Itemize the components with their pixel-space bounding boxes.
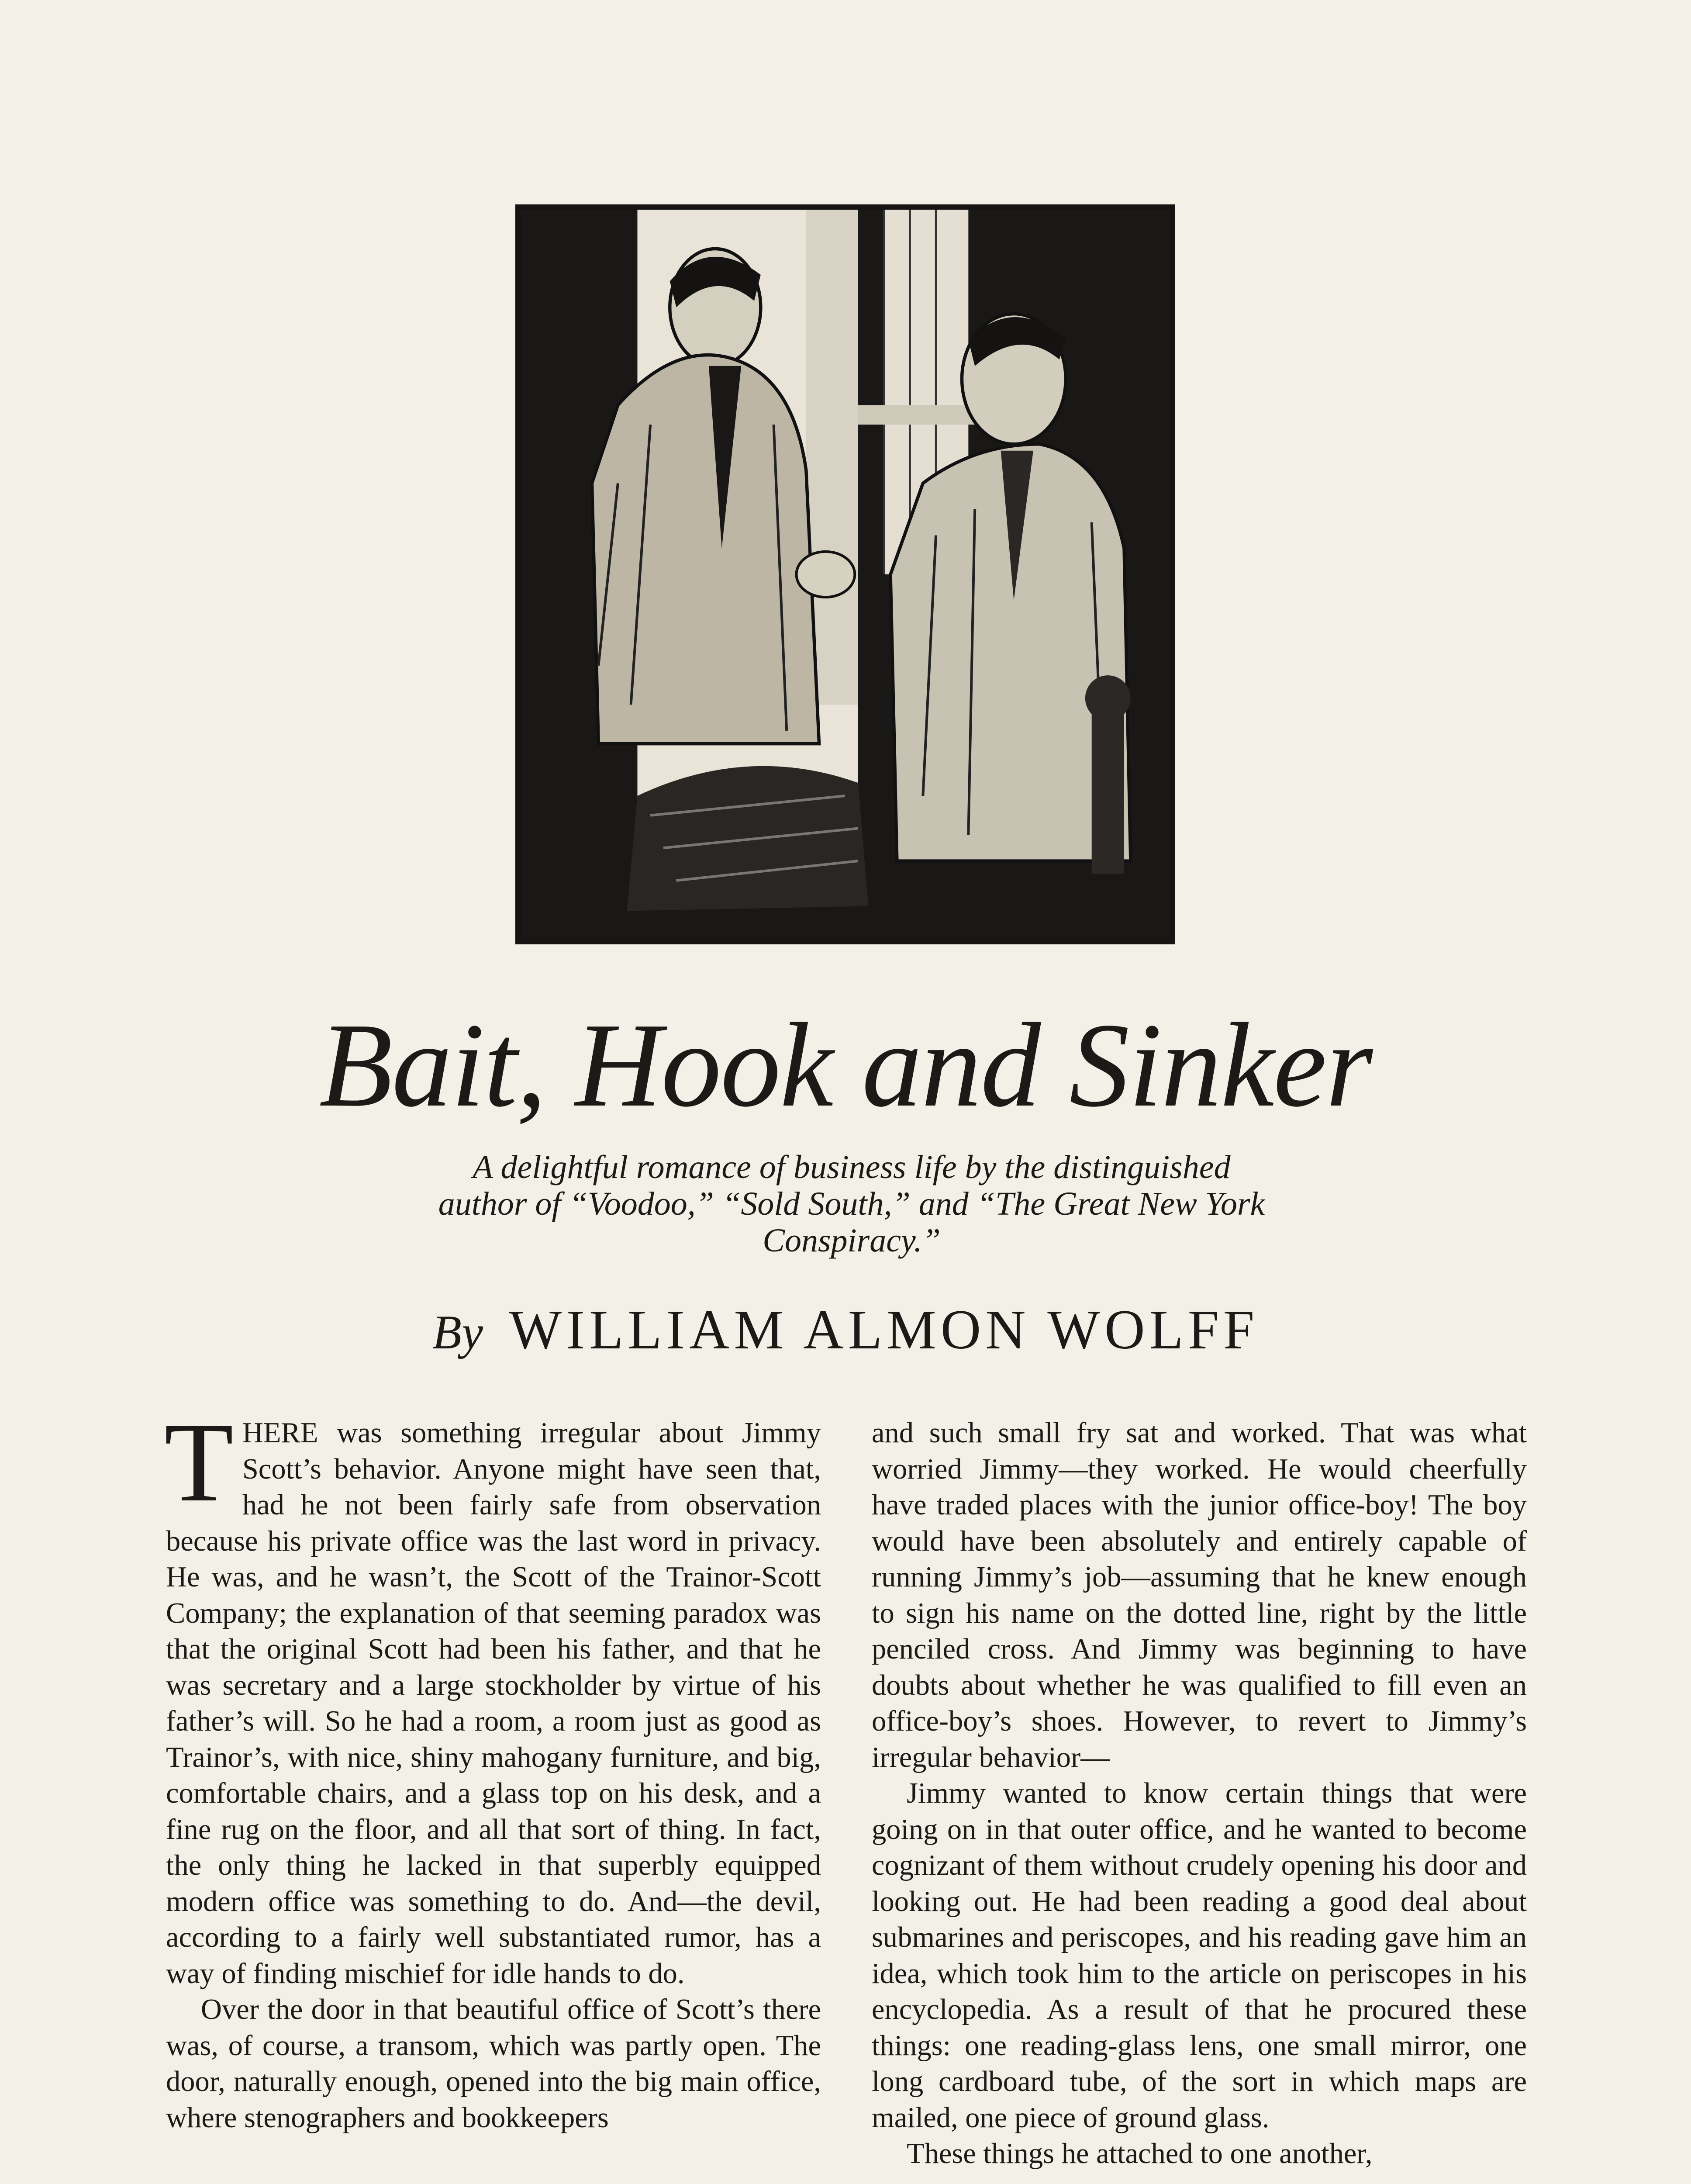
paragraph: Jimmy wanted to know certain things that were going on in that outer office, and he wanted to become cognizant of them without crudely opening his door and looking out. He had been reading a good deal about submarines and periscopes, and his reading gave him an idea, which took him to the article on periscopes in his encyclopedia. As a result of that he procured these things: one reading-glass lens, one small mirror, one long cardboard tube, of the sort in which maps are mailed, one piece of ground glass. — [872, 1777, 1527, 2134]
author-name: WILLIAM ALMON WOLFF — [509, 1299, 1259, 1361]
left-column — [164, 1400, 821, 2136]
paragraph: Over the door in that beautiful office of Scott’s there was, of course, a transom, which was partly open. The door, naturally enough, opened into the big main office, where stenographers and bookkeepers — [166, 1994, 821, 2134]
article-title: Bait, Hook and Sinker — [319, 998, 1372, 1132]
story-illustration — [515, 204, 1175, 944]
paragraph: and such small fry sat and worked. That was what worried Jimmy—they worked. He would cheerfully have traded places with the junior office-boy! The boy would have been absolutely and entirely capable of running Jimmy’s job—assuming that he knew enough to sign his name on the dotted line, right by the little penciled cross. And Jimmy was beginning to have doubts about whether he was qualified to fill even an office-boy’s shoes. However, to revert to Jimmy’s irregular behavior— — [872, 1417, 1527, 1773]
paragraph — [164, 1400, 821, 1992]
article-subtitle: A delightful romance of business life by the distinguished author of “Voodoo,” “Sold South,” and “The Great New York Conspiracy.” — [438, 1149, 1265, 1259]
right-column — [872, 1415, 1527, 2172]
illustration-two-men-in-office — [521, 210, 1170, 939]
paragraph-text: HERE was something irregular about Jimmy Scott’s behavior. Anyone might have seen that, had he not been fairly safe from observation because his private office was the last word in privacy. He was, and he wasn’t, the Scott of the Trainor-Scott Company; the explanation of that seeming paradox was that the original Scott had been his father, and that he was secretary and a large stockholder by virtue of his father’s will. So he had a room, a room just as good as Trainor’s, with nice, shiny mahogany furniture, and big, comfortable chairs, and a glass top on his desk, and a fine rug on the floor, and all that sort of thing. In fact, the only thing he lacked in that superbly equipped modern office was something to do. And—the devil, according to a fairly well substantiated rumor, has a way of finding mischief for idle hands to do. — [166, 1417, 821, 1990]
byline — [0, 1299, 1691, 1361]
byline-prefix: By — [432, 1306, 483, 1359]
drop-cap: T — [164, 1400, 234, 1525]
paragraph: These things he attached to one another, — [907, 2138, 1373, 2170]
